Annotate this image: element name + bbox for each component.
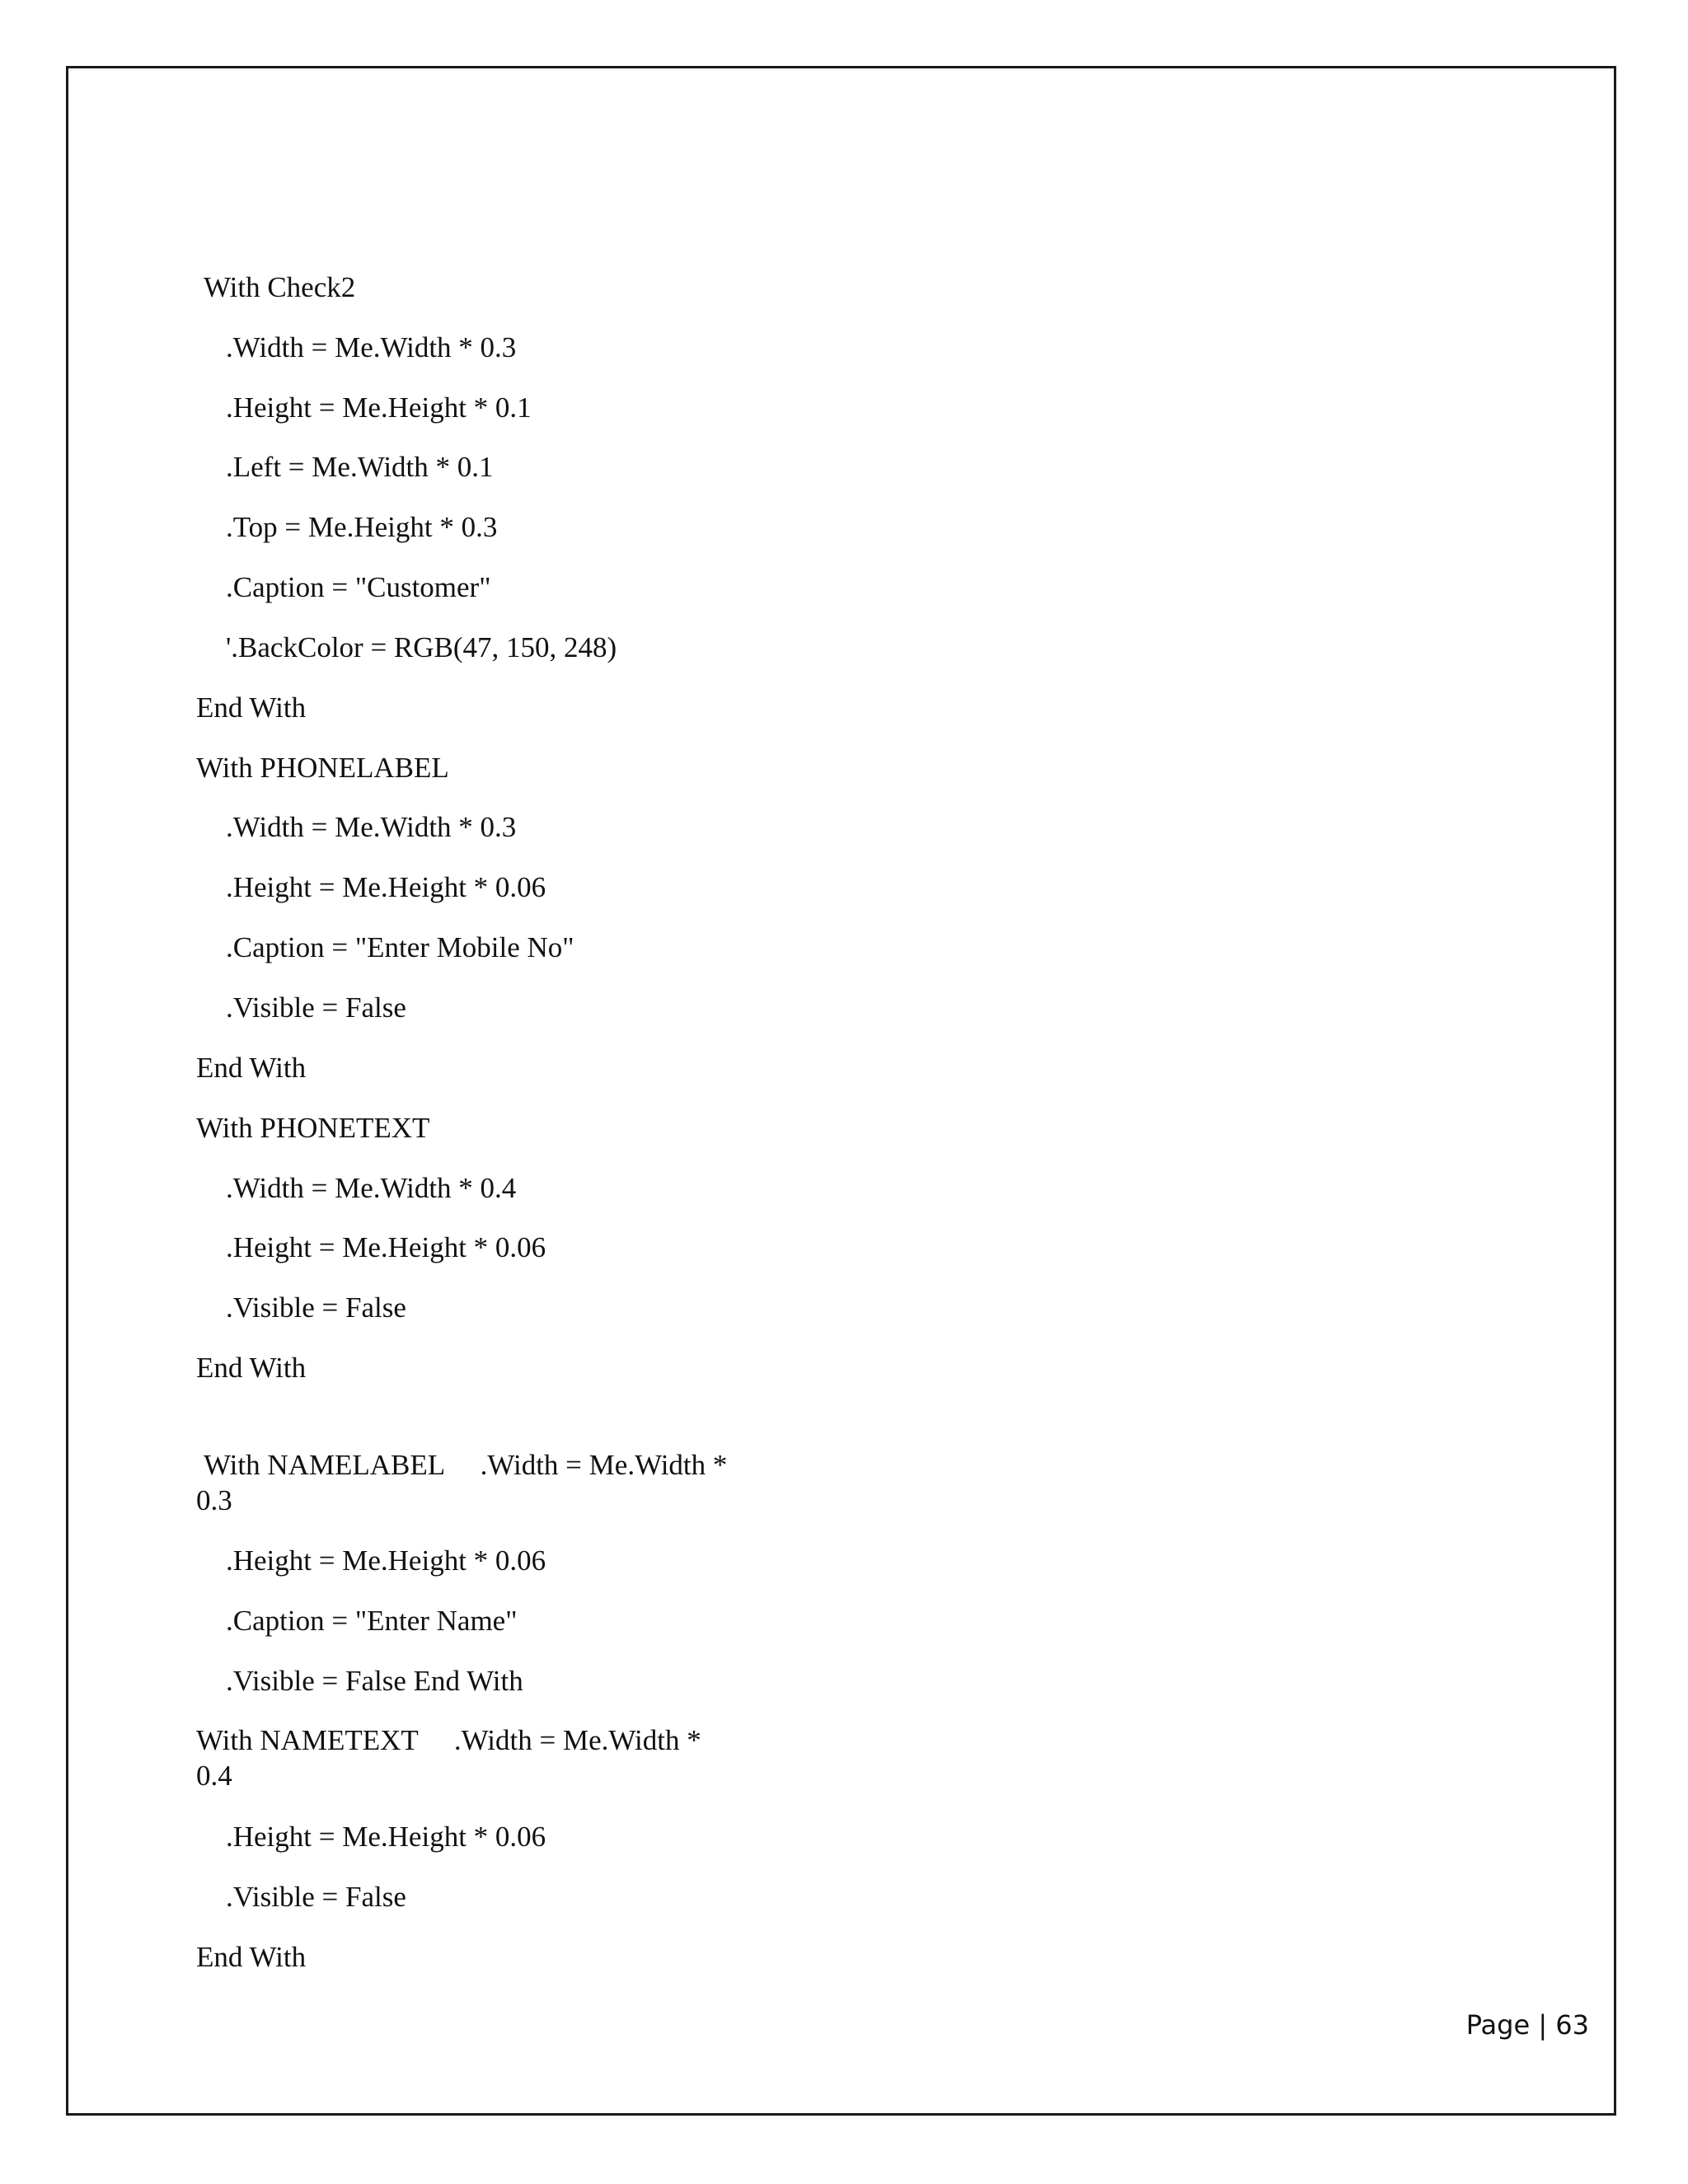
- code-line: With Check2: [204, 271, 356, 303]
- code-line: 0.4: [196, 1760, 232, 1792]
- code-line: .Top = Me.Height * 0.3: [226, 511, 498, 543]
- code-line: 0.3: [196, 1484, 232, 1516]
- code-line: .Visible = False End With: [226, 1665, 523, 1697]
- code-line: .Caption = "Enter Mobile No": [226, 931, 574, 963]
- code-line: .Left = Me.Width * 0.1: [226, 451, 494, 483]
- code-line: .Visible = False: [226, 1881, 406, 1913]
- code-line: .Width = Me.Width * 0.3: [226, 811, 517, 843]
- code-line: .Height = Me.Height * 0.1: [226, 391, 532, 424]
- page-border: [66, 66, 1616, 2116]
- page-number: Page | 63: [1465, 2009, 1589, 2041]
- code-line: '.BackColor = RGB(47, 150, 248): [226, 631, 617, 663]
- code-line: .Width = Me.Width * 0.3: [226, 331, 517, 363]
- code-line: .Height = Me.Height * 0.06: [226, 1231, 546, 1263]
- code-line: End With: [196, 1941, 307, 1973]
- code-line: .Visible = False: [226, 991, 406, 1024]
- code-line: With PHONETEXT: [196, 1112, 430, 1144]
- code-line: End With: [196, 1352, 307, 1384]
- code-line: .Height = Me.Height * 0.06: [226, 1821, 546, 1853]
- code-line: With NAMELABEL .Width = Me.Width *: [204, 1449, 728, 1481]
- code-line: End With: [196, 691, 307, 724]
- code-line: .Height = Me.Height * 0.06: [226, 871, 546, 903]
- code-line: .Visible = False: [226, 1291, 406, 1324]
- code-line: With NAMETEXT .Width = Me.Width *: [196, 1724, 701, 1756]
- code-line: .Height = Me.Height * 0.06: [226, 1544, 546, 1577]
- code-line: .Caption = "Enter Name": [226, 1605, 518, 1637]
- code-line: .Caption = "Customer": [226, 571, 491, 603]
- code-line: End With: [196, 1052, 307, 1084]
- code-line: .Width = Me.Width * 0.4: [226, 1172, 517, 1204]
- code-line: With PHONELABEL: [196, 752, 449, 784]
